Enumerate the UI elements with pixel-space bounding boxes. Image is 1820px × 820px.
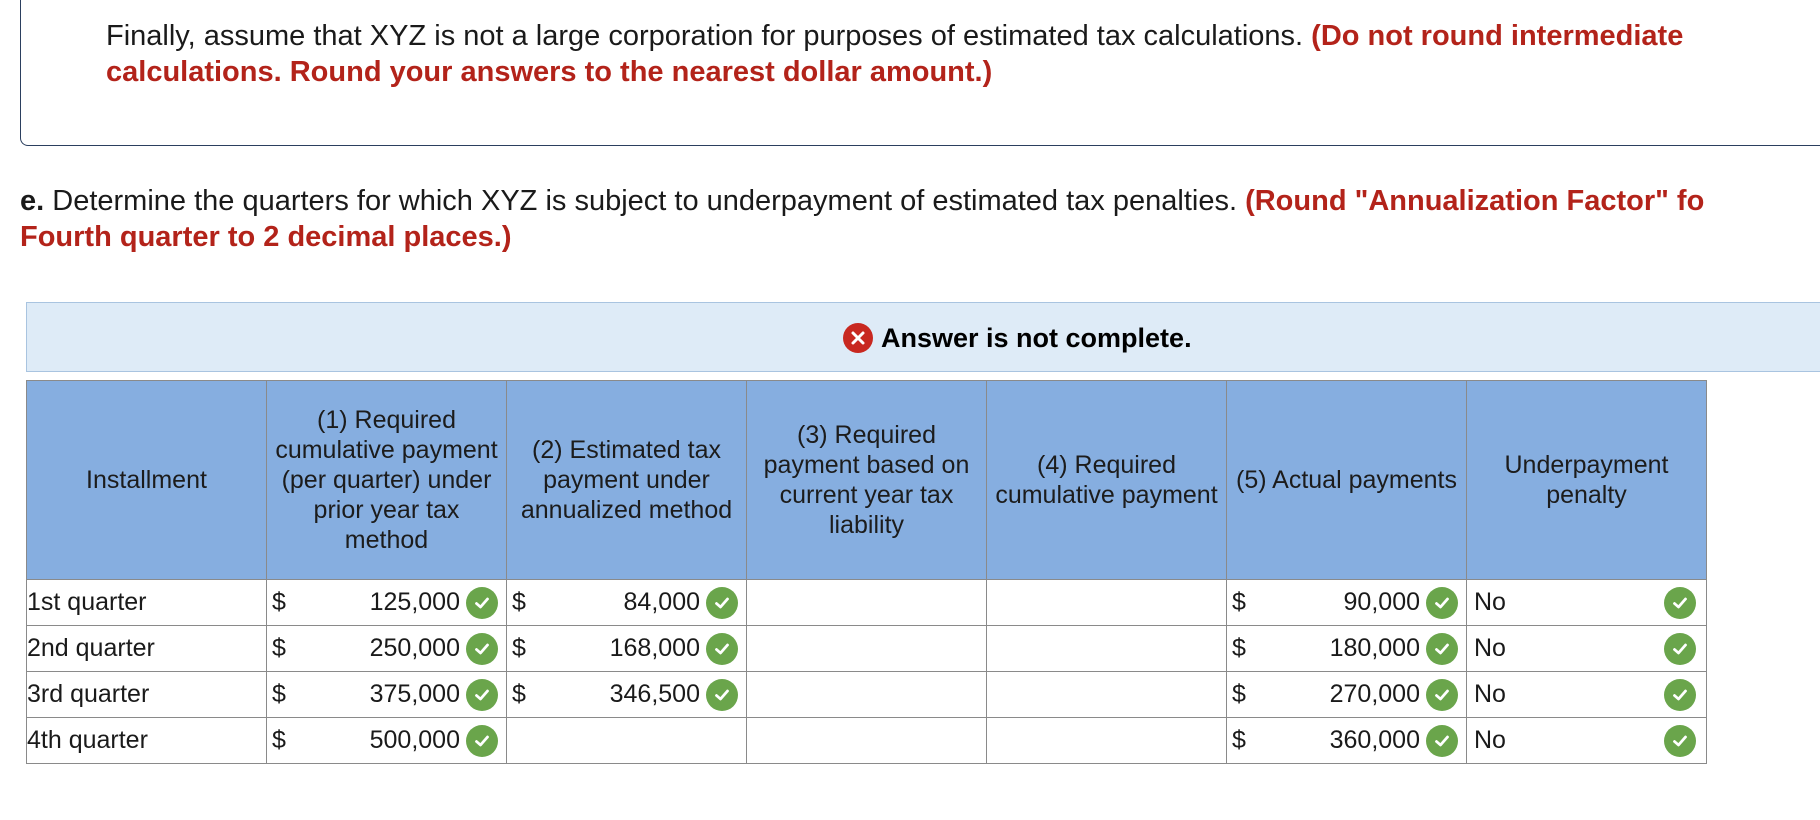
installment-label: 1st quarter <box>27 580 267 626</box>
col4-input[interactable] <box>987 718 1227 764</box>
penalty-value: No <box>1474 588 1506 616</box>
col5-input[interactable] <box>1227 626 1467 672</box>
table-row <box>27 672 1707 718</box>
col3-input[interactable] <box>747 672 987 718</box>
check-icon <box>466 679 498 711</box>
check-icon <box>1664 725 1696 757</box>
penalty-value: No <box>1474 726 1506 754</box>
dollar-sign: $ <box>512 588 526 616</box>
col2-input[interactable] <box>507 672 747 718</box>
col5-value: 90,000 <box>1343 588 1420 616</box>
dollar-sign: $ <box>1232 680 1246 708</box>
col2-value: 168,000 <box>609 634 700 662</box>
table-row <box>27 718 1707 764</box>
part-e-instruction-1: (Round "Annualization Factor" fo <box>1245 185 1705 217</box>
col1-input[interactable] <box>267 718 507 764</box>
estimated-tax-table <box>26 380 1707 764</box>
check-icon <box>1426 679 1458 711</box>
header-estimated-annualized: (2) Estimated tax payment under annualized method <box>507 381 747 580</box>
dollar-sign: $ <box>512 634 526 662</box>
col3-input[interactable] <box>747 718 987 764</box>
dollar-sign: $ <box>512 680 526 708</box>
col1-value: 500,000 <box>369 726 460 754</box>
installment-label: 3rd quarter <box>27 672 267 718</box>
installment-label: 2nd quarter <box>27 626 267 672</box>
col2-value: 346,500 <box>609 680 700 708</box>
penalty-select[interactable] <box>1467 626 1707 672</box>
header-installment: Installment <box>27 381 267 580</box>
check-icon <box>706 587 738 619</box>
check-icon <box>1664 679 1696 711</box>
answer-status-bar <box>26 302 1820 372</box>
check-icon <box>1426 587 1458 619</box>
col1-input[interactable] <box>267 672 507 718</box>
table-row <box>27 626 1707 672</box>
col1-value: 250,000 <box>369 634 460 662</box>
check-icon <box>1426 725 1458 757</box>
check-icon <box>466 587 498 619</box>
dollar-sign: $ <box>272 634 286 662</box>
header-required-cumulative: (4) Required cumulative payment <box>987 381 1227 580</box>
check-icon <box>466 725 498 757</box>
penalty-value: No <box>1474 680 1506 708</box>
dollar-sign: $ <box>1232 588 1246 616</box>
col2-input[interactable] <box>507 718 747 764</box>
prompt-instruction-2: calculations. Round your answers to the nearest dollar amount.) <box>106 56 993 88</box>
dollar-sign: $ <box>272 680 286 708</box>
col2-input[interactable] <box>507 580 747 626</box>
check-icon <box>1426 633 1458 665</box>
col5-value: 360,000 <box>1329 726 1420 754</box>
col3-input[interactable] <box>747 626 987 672</box>
dollar-sign: $ <box>272 726 286 754</box>
col4-input[interactable] <box>987 626 1227 672</box>
col5-input[interactable] <box>1227 580 1467 626</box>
col2-value: 84,000 <box>623 588 700 616</box>
col5-value: 270,000 <box>1329 680 1420 708</box>
header-actual-payments: (5) Actual payments <box>1227 381 1467 580</box>
check-icon <box>706 679 738 711</box>
check-icon <box>1664 633 1696 665</box>
part-e-letter: e. <box>20 185 45 217</box>
col3-input[interactable] <box>747 580 987 626</box>
table-row <box>27 580 1707 626</box>
dollar-sign: $ <box>1232 726 1246 754</box>
penalty-value: No <box>1474 634 1506 662</box>
part-e-instruction-2: Fourth quarter to 2 decimal places.) <box>20 221 512 253</box>
prompt-text <box>106 18 1816 90</box>
dollar-sign: $ <box>272 588 286 616</box>
penalty-select[interactable] <box>1467 718 1707 764</box>
dollar-sign: $ <box>1232 634 1246 662</box>
check-icon <box>466 633 498 665</box>
col1-value: 125,000 <box>369 588 460 616</box>
installment-label: 4th quarter <box>27 718 267 764</box>
col5-input[interactable] <box>1227 672 1467 718</box>
col4-input[interactable] <box>987 580 1227 626</box>
part-e-question <box>20 183 1820 255</box>
col5-input[interactable] <box>1227 718 1467 764</box>
col1-value: 375,000 <box>369 680 460 708</box>
penalty-select[interactable] <box>1467 580 1707 626</box>
header-required-cumulative-prior-year: (1) Required cumulative payment (per quarter) under prior year tax method <box>267 381 507 580</box>
prompt-sentence: Finally, assume that XYZ is not a large corporation for purposes of estimated tax calculations. <box>106 20 1304 52</box>
col5-value: 180,000 <box>1329 634 1420 662</box>
answer-status-text: Answer is not complete. <box>881 322 1192 353</box>
part-e-text: Determine the quarters for which XYZ is subject to underpayment of estimated tax penalties. <box>52 185 1238 217</box>
check-icon <box>1664 587 1696 619</box>
x-circle-icon <box>843 323 873 353</box>
penalty-select[interactable] <box>1467 672 1707 718</box>
header-row <box>27 381 1707 580</box>
col2-input[interactable] <box>507 626 747 672</box>
header-required-current-year: (3) Required payment based on current year tax liability <box>747 381 987 580</box>
prompt-instruction-1: (Do not round intermediate <box>1311 20 1684 52</box>
col1-input[interactable] <box>267 626 507 672</box>
check-icon <box>706 633 738 665</box>
col1-input[interactable] <box>267 580 507 626</box>
header-underpayment-penalty: Underpayment penalty <box>1467 381 1707 580</box>
col4-input[interactable] <box>987 672 1227 718</box>
